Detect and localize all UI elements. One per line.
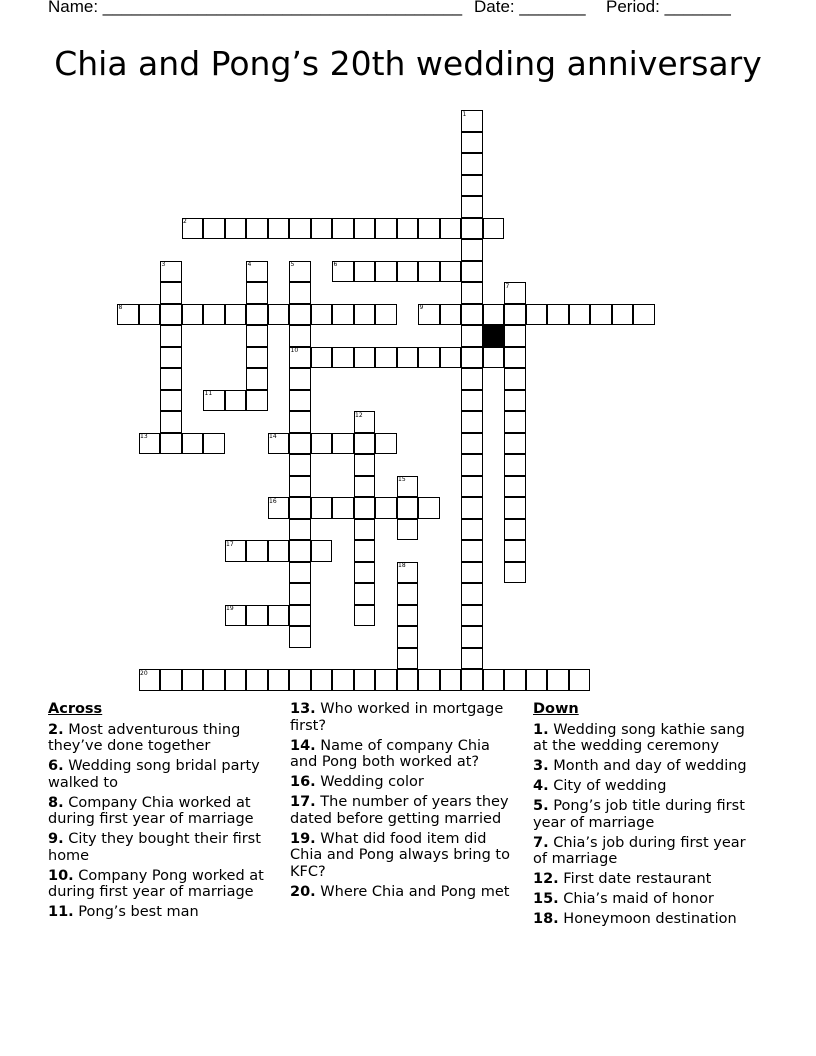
cell-number-20: 20 xyxy=(140,669,148,677)
grid-cell[interactable] xyxy=(246,218,268,240)
grid-cell[interactable] xyxy=(375,497,397,519)
grid-cell[interactable] xyxy=(504,304,526,326)
down-heading: Down xyxy=(533,701,579,717)
grid-cell[interactable] xyxy=(160,433,182,455)
grid-cell[interactable] xyxy=(311,218,333,240)
grid-cell[interactable] xyxy=(289,390,311,412)
grid-cell[interactable] xyxy=(354,497,376,519)
grid-cell[interactable] xyxy=(440,347,462,369)
clue-text: Name of company Chia and Pong both worked at? xyxy=(290,737,490,770)
grid-cell[interactable] xyxy=(289,540,311,562)
clue-item xyxy=(290,738,520,771)
clue-text: Pong’s best man xyxy=(78,904,199,920)
grid-cell[interactable] xyxy=(354,562,376,584)
grid-cell[interactable] xyxy=(461,153,483,175)
clue-text: Who worked in mortgage first? xyxy=(290,701,504,734)
grid-cell[interactable] xyxy=(289,519,311,541)
grid-cell[interactable] xyxy=(461,669,483,691)
clue-text: Wedding song kathie sang at the wedding ceremony xyxy=(533,721,745,754)
grid-cell[interactable] xyxy=(397,669,419,691)
grid-cell[interactable] xyxy=(375,669,397,691)
grid-cell[interactable] xyxy=(289,669,311,691)
grid-cell[interactable] xyxy=(289,411,311,433)
grid-cell[interactable] xyxy=(461,390,483,412)
cell-number-17: 17 xyxy=(226,540,234,548)
grid-cell[interactable] xyxy=(504,325,526,347)
grid-cell[interactable] xyxy=(504,411,526,433)
clue-number: 15. xyxy=(533,891,559,907)
cell-number-15: 15 xyxy=(398,476,406,483)
clue-item xyxy=(533,911,761,928)
grid-cell[interactable] xyxy=(397,605,419,627)
name-field: Name: ______________________________________ xyxy=(48,0,463,16)
grid-cell[interactable] xyxy=(289,626,311,648)
grid-cell[interactable] xyxy=(289,605,311,627)
clue-number: 20. xyxy=(290,883,316,900)
clue-text: City they bought their first home xyxy=(48,831,261,864)
grid-cell[interactable] xyxy=(461,347,483,369)
grid-cell[interactable] xyxy=(289,304,311,326)
grid-cell[interactable] xyxy=(461,132,483,154)
grid-cell[interactable] xyxy=(461,196,483,218)
grid-cell[interactable] xyxy=(332,304,354,326)
clue-text: Chia’s job during first year of marriage xyxy=(533,834,746,867)
grid-cell[interactable] xyxy=(504,433,526,455)
grid-cell[interactable] xyxy=(354,605,376,627)
grid-cell[interactable] xyxy=(203,433,225,455)
grid-cell[interactable] xyxy=(397,261,419,283)
grid-cell[interactable] xyxy=(203,669,225,691)
grid-cell[interactable] xyxy=(547,669,569,691)
clue-number: 7. xyxy=(533,834,549,851)
grid-cell[interactable] xyxy=(160,368,182,390)
grid-cell[interactable] xyxy=(246,605,268,627)
cell-number-4: 4 xyxy=(247,261,252,268)
grid-cell[interactable] xyxy=(225,669,247,691)
grid-cell[interactable] xyxy=(354,433,376,455)
clue-item xyxy=(533,891,761,908)
clue-number: 2. xyxy=(48,721,64,738)
clue-item xyxy=(533,871,761,888)
grid-cell[interactable] xyxy=(160,390,182,412)
grid-cell[interactable] xyxy=(289,476,311,498)
clue-item xyxy=(290,884,520,901)
grid-cell[interactable] xyxy=(246,325,268,347)
clue-item xyxy=(48,795,276,828)
grid-cell[interactable] xyxy=(354,304,376,326)
clue-number: 17. xyxy=(290,794,316,810)
period-field: Period: _______ xyxy=(606,0,731,16)
grid-cell[interactable] xyxy=(418,669,440,691)
grid-cell[interactable] xyxy=(504,476,526,498)
grid-cell[interactable] xyxy=(547,304,569,326)
grid-cell[interactable] xyxy=(160,325,182,347)
grid-cell[interactable] xyxy=(483,347,505,369)
grid-cell[interactable] xyxy=(461,605,483,627)
grid-cell[interactable] xyxy=(461,562,483,584)
across-clue-list-2 xyxy=(290,701,520,900)
across-clues-column xyxy=(48,701,276,924)
clue-text: The number of years they dated before getting married xyxy=(290,794,509,827)
grid-cell[interactable] xyxy=(289,282,311,304)
grid-cell[interactable] xyxy=(246,390,268,412)
clue-number: 5. xyxy=(533,798,549,814)
clue-item xyxy=(533,722,761,755)
clue-text: Wedding song bridal party walked to xyxy=(48,758,260,791)
cell-number-14: 14 xyxy=(269,433,277,440)
grid-cell[interactable] xyxy=(311,304,333,326)
grid-cell[interactable] xyxy=(289,562,311,584)
grid-cell[interactable] xyxy=(182,433,204,455)
grid-cell[interactable] xyxy=(418,218,440,240)
grid-cell[interactable] xyxy=(354,454,376,476)
grid-cell[interactable] xyxy=(354,347,376,369)
grid-cell[interactable] xyxy=(483,304,505,326)
grid-cell[interactable] xyxy=(354,476,376,498)
grid-cell[interactable] xyxy=(332,669,354,691)
grid-cell[interactable] xyxy=(461,497,483,519)
grid-cell[interactable] xyxy=(397,583,419,605)
date-field: Date: _______ xyxy=(474,0,586,16)
grid-cell[interactable] xyxy=(225,218,247,240)
clue-item xyxy=(290,701,520,734)
clue-number: 14. xyxy=(290,737,316,754)
cell-number-9: 9 xyxy=(419,304,424,311)
grid-cell[interactable] xyxy=(504,454,526,476)
grid-cell[interactable] xyxy=(526,669,548,691)
grid-cell[interactable] xyxy=(354,519,376,541)
clue-text: What did food item did Chia and Pong always bring to KFC? xyxy=(290,830,510,880)
grid-cell[interactable] xyxy=(203,304,225,326)
grid-cell[interactable] xyxy=(526,304,548,326)
grid-cell[interactable] xyxy=(160,411,182,433)
grid-cell[interactable] xyxy=(440,304,462,326)
clue-text: Company Pong worked at during first year of marriage xyxy=(48,867,264,900)
cell-number-10: 10 xyxy=(290,347,299,354)
grid-cell[interactable] xyxy=(461,368,483,390)
clue-item xyxy=(533,778,761,795)
grid-cell[interactable] xyxy=(504,347,526,369)
grid-cell[interactable] xyxy=(461,304,483,326)
grid-cell[interactable] xyxy=(461,433,483,455)
grid-cell[interactable] xyxy=(160,304,182,326)
clue-item xyxy=(290,831,520,881)
grid-cell[interactable] xyxy=(461,411,483,433)
clue-number: 18. xyxy=(533,911,559,927)
grid-cell[interactable] xyxy=(569,669,591,691)
clue-text: Where Chia and Pong met xyxy=(320,883,510,900)
grid-cell[interactable] xyxy=(268,218,290,240)
grid-cell[interactable] xyxy=(311,497,333,519)
clue-text: Chia’s maid of honor xyxy=(563,891,714,907)
cell-number-11: 11 xyxy=(204,390,213,397)
clue-number: 4. xyxy=(533,778,549,794)
down-clue-list xyxy=(533,722,761,928)
grid-cell[interactable] xyxy=(289,497,311,519)
grid-cell[interactable] xyxy=(289,325,311,347)
grid-cell[interactable] xyxy=(246,347,268,369)
grid-cell[interactable] xyxy=(504,669,526,691)
grid-cell[interactable] xyxy=(461,648,483,670)
grid-cell[interactable] xyxy=(160,347,182,369)
clue-number: 13. xyxy=(290,701,316,717)
clue-item xyxy=(533,758,761,775)
clue-text: Company Chia worked at during first year of marriage xyxy=(48,794,254,827)
grid-cell[interactable] xyxy=(418,347,440,369)
cell-number-19: 19 xyxy=(226,605,234,612)
grid-cell[interactable] xyxy=(397,648,419,670)
grid-cell[interactable] xyxy=(418,261,440,283)
grid-cell[interactable] xyxy=(461,261,483,283)
grid-cell[interactable] xyxy=(461,282,483,304)
grid-cell[interactable] xyxy=(461,583,483,605)
grid-cell[interactable] xyxy=(633,304,655,326)
grid-cell[interactable] xyxy=(375,304,397,326)
cell-number-5: 5 xyxy=(290,261,295,268)
grid-cell[interactable] xyxy=(268,304,290,326)
grid-cell[interactable] xyxy=(461,519,483,541)
grid-cell[interactable] xyxy=(504,368,526,390)
grid-cell[interactable] xyxy=(246,540,268,562)
grid-cell[interactable] xyxy=(504,497,526,519)
cell-number-6: 6 xyxy=(333,261,338,268)
grid-cell[interactable] xyxy=(139,304,161,326)
grid-cell[interactable] xyxy=(268,540,290,562)
grid-cell[interactable] xyxy=(461,239,483,261)
grid-cell[interactable] xyxy=(461,540,483,562)
clue-number: 11. xyxy=(48,904,74,920)
grid-cell[interactable] xyxy=(268,669,290,691)
grid-cell[interactable] xyxy=(375,261,397,283)
grid-cell[interactable] xyxy=(375,347,397,369)
clue-number: 12. xyxy=(533,871,559,887)
grid-cell[interactable] xyxy=(332,497,354,519)
grid-cell[interactable] xyxy=(311,540,333,562)
cell-number-16: 16 xyxy=(269,497,277,505)
black-square xyxy=(483,325,505,347)
grid-cell[interactable] xyxy=(203,218,225,240)
grid-cell[interactable] xyxy=(225,304,247,326)
puzzle-title: Chia and Pong’s 20th wedding anniversary xyxy=(54,44,762,83)
grid-cell[interactable] xyxy=(483,669,505,691)
grid-cell[interactable] xyxy=(504,562,526,584)
cell-number-12: 12 xyxy=(355,411,363,419)
grid-cell[interactable] xyxy=(375,218,397,240)
cell-number-8: 8 xyxy=(118,304,123,311)
grid-cell[interactable] xyxy=(311,347,333,369)
clue-item xyxy=(533,798,761,831)
cell-number-2: 2 xyxy=(183,218,187,225)
clue-text: First date restaurant xyxy=(563,871,712,887)
grid-cell[interactable] xyxy=(440,218,462,240)
grid-cell[interactable] xyxy=(461,476,483,498)
clue-text: City of wedding xyxy=(553,778,667,794)
across-clues-column-2 xyxy=(290,701,520,904)
grid-cell[interactable] xyxy=(182,669,204,691)
down-clues-column xyxy=(533,701,761,931)
grid-cell[interactable] xyxy=(289,218,311,240)
clue-number: 1. xyxy=(533,721,549,738)
clue-item xyxy=(290,794,520,827)
grid-cell[interactable] xyxy=(483,218,505,240)
clue-item xyxy=(48,758,276,791)
grid-cell[interactable] xyxy=(461,175,483,197)
grid-cell[interactable] xyxy=(160,282,182,304)
clue-text: Honeymoon destination xyxy=(563,911,737,927)
clue-item xyxy=(48,722,276,755)
grid-cell[interactable] xyxy=(268,605,290,627)
grid-cell[interactable] xyxy=(354,540,376,562)
cell-number-18: 18 xyxy=(398,562,406,569)
clue-text: Most adventurous thing they’ve done together xyxy=(48,721,241,754)
grid-cell[interactable] xyxy=(225,390,247,412)
grid-cell[interactable] xyxy=(397,497,419,519)
grid-cell[interactable] xyxy=(354,583,376,605)
grid-cell[interactable] xyxy=(461,454,483,476)
clue-number: 8. xyxy=(48,794,64,811)
clue-number: 16. xyxy=(290,774,316,790)
cell-number-13: 13 xyxy=(140,433,148,440)
grid-cell[interactable] xyxy=(354,218,376,240)
grid-cell[interactable] xyxy=(440,261,462,283)
clue-text: Month and day of wedding xyxy=(553,758,747,774)
grid-cell[interactable] xyxy=(440,669,462,691)
grid-cell[interactable] xyxy=(569,304,591,326)
grid-cell[interactable] xyxy=(289,454,311,476)
cell-number-1: 1 xyxy=(462,110,467,118)
grid-cell[interactable] xyxy=(461,325,483,347)
clue-number: 6. xyxy=(48,758,64,774)
grid-cell[interactable] xyxy=(311,433,333,455)
across-clue-list xyxy=(48,722,276,921)
grid-cell[interactable] xyxy=(504,519,526,541)
across-heading: Across xyxy=(48,701,103,717)
grid-cell[interactable] xyxy=(332,433,354,455)
grid-cell[interactable] xyxy=(504,540,526,562)
grid-cell[interactable] xyxy=(289,368,311,390)
grid-cell[interactable] xyxy=(246,282,268,304)
clue-text: Wedding color xyxy=(320,774,424,790)
grid-cell[interactable] xyxy=(332,218,354,240)
clue-number: 3. xyxy=(533,758,549,774)
grid-cell[interactable] xyxy=(354,261,376,283)
grid-cell[interactable] xyxy=(332,347,354,369)
grid-cell[interactable] xyxy=(612,304,634,326)
clue-item xyxy=(48,868,276,901)
grid-cell[interactable] xyxy=(397,626,419,648)
grid-cell[interactable] xyxy=(397,519,419,541)
grid-cell[interactable] xyxy=(182,304,204,326)
grid-cell[interactable] xyxy=(590,304,612,326)
grid-cell[interactable] xyxy=(246,669,268,691)
grid-cell[interactable] xyxy=(397,218,419,240)
cell-number-3: 3 xyxy=(161,261,166,268)
grid-cell[interactable] xyxy=(375,433,397,455)
clue-text: Pong’s job title during first year of marriage xyxy=(533,798,745,831)
grid-cell[interactable] xyxy=(246,304,268,326)
grid-cell[interactable] xyxy=(418,497,440,519)
clue-item xyxy=(533,835,761,868)
clue-number: 9. xyxy=(48,831,64,847)
clue-number: 19. xyxy=(290,830,316,847)
clue-number: 10. xyxy=(48,867,74,884)
grid-cell[interactable] xyxy=(461,218,483,240)
grid-cell[interactable] xyxy=(504,390,526,412)
grid-cell[interactable] xyxy=(246,368,268,390)
grid-cell[interactable] xyxy=(461,626,483,648)
grid-cell[interactable] xyxy=(289,433,311,455)
clue-item xyxy=(48,831,276,864)
grid-cell[interactable] xyxy=(397,347,419,369)
grid-cell[interactable] xyxy=(289,583,311,605)
cell-number-7: 7 xyxy=(505,282,510,290)
grid-cell[interactable] xyxy=(354,669,376,691)
grid-cell[interactable] xyxy=(311,669,333,691)
clue-item xyxy=(48,904,276,921)
clue-item xyxy=(290,774,520,791)
grid-cell[interactable] xyxy=(160,669,182,691)
